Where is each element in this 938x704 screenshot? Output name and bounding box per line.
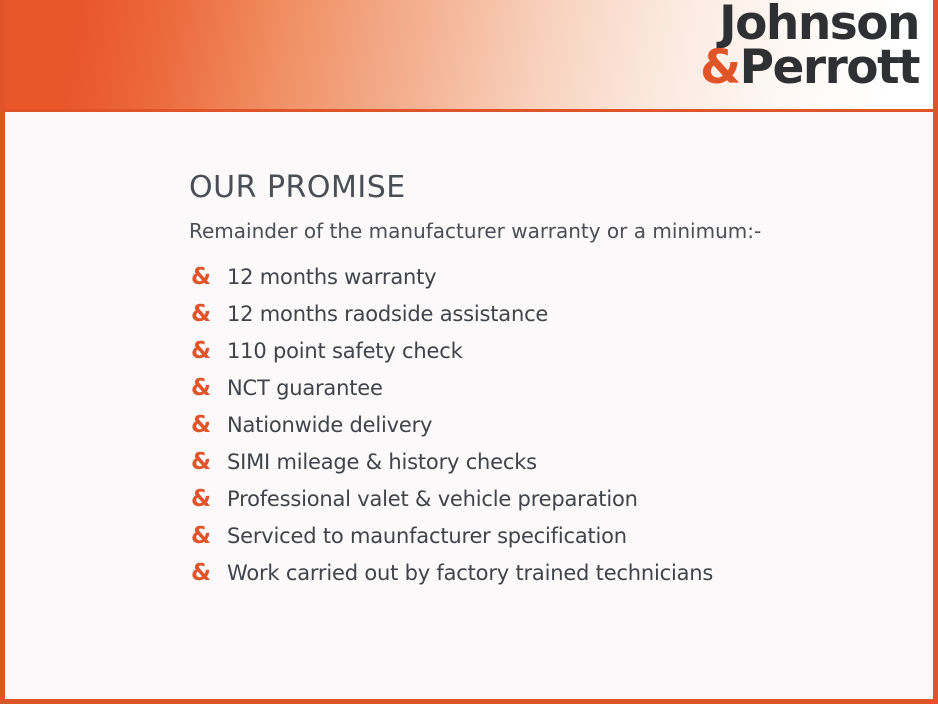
list-item: [189, 561, 933, 585]
list-item: [189, 265, 933, 289]
ampersand-icon: &: [191, 337, 212, 364]
list-item-label: 12 months warranty: [227, 265, 437, 289]
list-item-label: Nationwide delivery: [227, 413, 433, 437]
ampersand-icon: &: [191, 485, 212, 512]
page-title: OUR PROMISE: [189, 170, 406, 205]
list-item-label: Serviced to maunfacturer specification: [227, 524, 627, 548]
list-item: [189, 413, 933, 437]
ampersand-icon: &: [191, 411, 212, 438]
page-subtitle: Remainder of the manufacturer warranty or a minimum:-: [189, 219, 762, 243]
list-item-label: SIMI mileage & history checks: [227, 450, 537, 474]
promise-content: [5, 112, 933, 585]
logo-ampersand: &: [700, 39, 740, 95]
ampersand-icon: &: [191, 522, 212, 549]
list-item: [189, 302, 933, 326]
list-item: [189, 339, 933, 363]
list-item: [189, 487, 933, 511]
logo-perrott: Perrott: [739, 39, 919, 95]
ampersand-icon: &: [191, 300, 212, 327]
johnson-perrott-logo: [700, 0, 919, 95]
brand-header: [5, 0, 933, 112]
list-item-label: Work carried out by factory trained technicians: [227, 561, 714, 585]
list-item-label: Professional valet & vehicle preparation: [227, 487, 638, 511]
list-item-label: 12 months raodside assistance: [227, 302, 549, 326]
logo-line-2: [700, 39, 919, 95]
ampersand-icon: &: [191, 559, 212, 586]
list-item: [189, 524, 933, 548]
logo-line-1: Johnson: [719, 0, 919, 51]
list-item-label: NCT guarantee: [227, 376, 383, 400]
ampersand-icon: &: [191, 374, 212, 401]
list-item-label: 110 point safety check: [227, 339, 463, 363]
list-item: [189, 450, 933, 474]
ampersand-icon: &: [191, 448, 212, 475]
promise-list: [189, 265, 933, 585]
ampersand-icon: &: [191, 263, 212, 290]
list-item: [189, 376, 933, 400]
